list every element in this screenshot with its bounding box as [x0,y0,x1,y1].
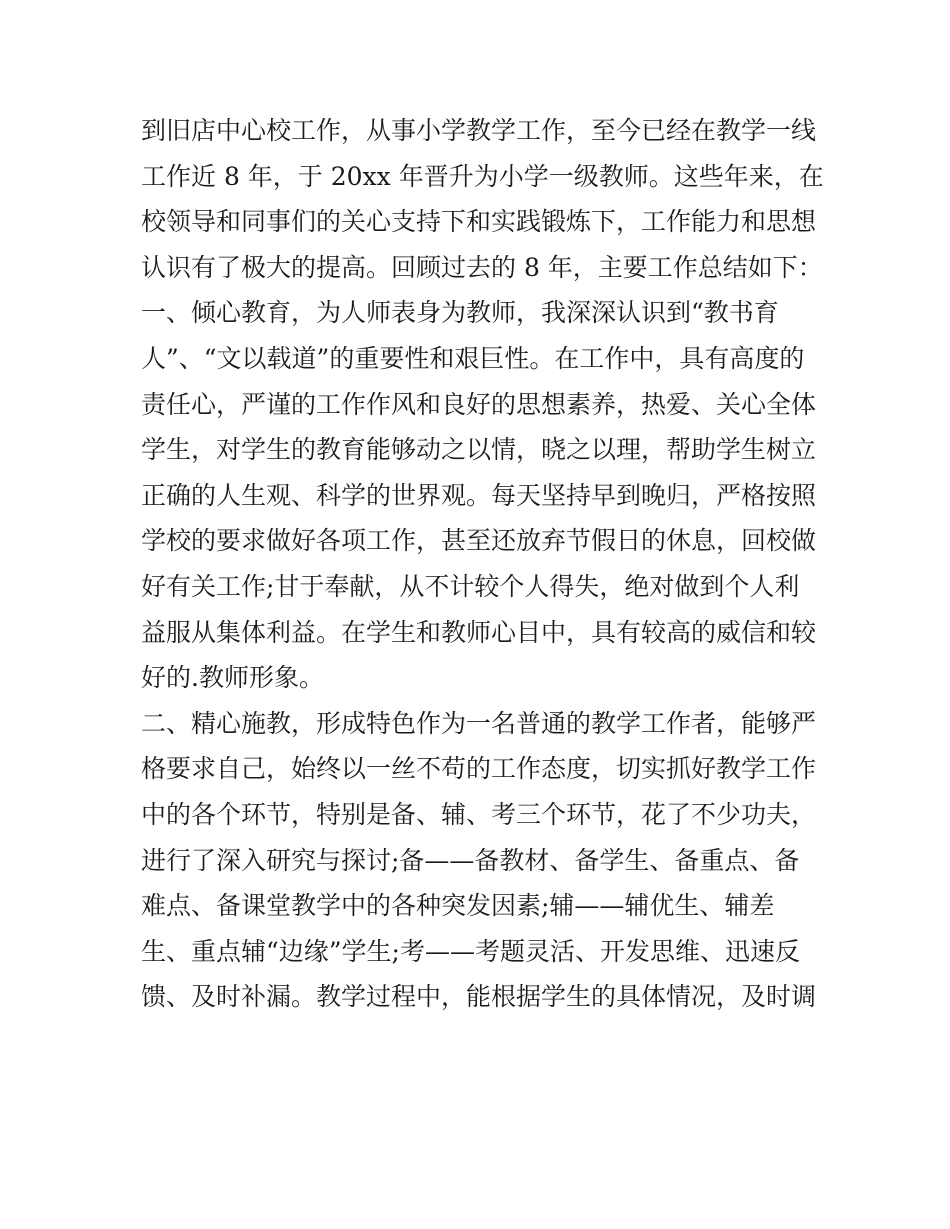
text-line: 格要求自己，始终以一丝不苟的工作态度，切实抓好教学工作 [141,754,817,784]
text-line: 生、重点辅“边缘”学生;考——考题灵活、开发思维、迅速反 [141,936,800,966]
text-line: 馈、及时补漏。教学过程中，能根据学生的具体情况，及时调 [141,982,817,1012]
text-line: 校领导和同事们的关心支持下和实践锻炼下，工作能力和思想 [141,207,817,237]
text-line: 工作近 8 年，于 20xx 年晋升为小学一级教师。这些年来，在 [141,161,824,191]
section-heading-line: 二、精心施教，形成特色作为一名普通的教学工作者，能够严 [141,708,817,738]
text-line: 进行了深入研究与探讨;备——备教材、备学生、备重点、备 [141,845,800,875]
text-line: 益服从集体利益。在学生和教师心目中，具有较高的威信和较 [141,617,817,647]
text-line: 认识有了极大的提高。回顾过去的 8 年，主要工作总结如下： [141,252,823,282]
section-heading-line: 一、倾心教育，为人师表身为教师，我深深认识到“教书育 [141,298,779,328]
text-line: 到旧店中心校工作，从事小学教学工作，至今已经在教学一线 [141,116,817,145]
text-line: 难点、备课堂教学中的各种突发因素;辅——辅优生、辅差 [141,891,775,921]
text-line: 中的各个环节，特别是备、辅、考三个环节，花了不少功夫， [141,799,817,829]
text-line: 正确的人生观、科学的世界观。每天坚持早到晚归，严格按照 [141,480,817,510]
text-line: 学生，对学生的教育能够动之以情，晓之以理，帮助学生树立 [141,435,817,465]
text-line: 学校的要求做好各项工作，甚至还放弃节假日的休息，回校做 [141,526,817,556]
text-line: 责任心，严谨的工作作风和良好的思想素养，热爱、关心全体 [141,389,817,419]
text-line: 好有关工作;甘于奉献，从不计较个人得失，绝对做到个人利 [141,571,800,601]
text-line: 好的.教师形象。 [141,663,324,693]
body-text [141,108,824,1020]
text-line: 人”、“文以载道”的重要性和艰巨性。在工作中，具有高度的 [141,343,805,373]
